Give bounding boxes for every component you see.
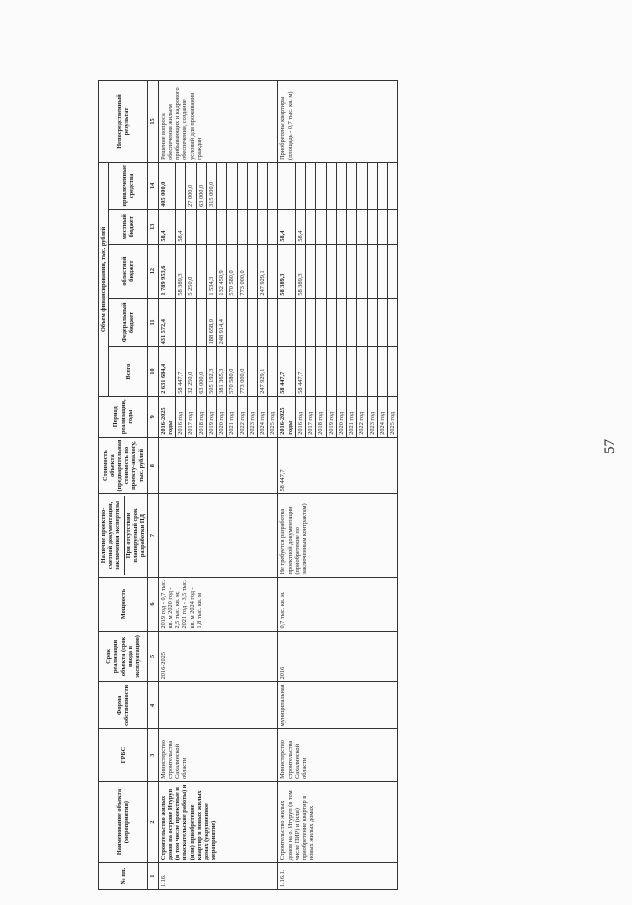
total-cell: 58 447,7 bbox=[295, 347, 305, 396]
period-cell: 2022 год bbox=[357, 396, 367, 437]
grbs-cell: Министерство строительства Сахалинской области bbox=[278, 729, 398, 782]
total-cell bbox=[247, 347, 257, 396]
period-cell: 2016 год bbox=[295, 396, 305, 437]
federal-cell bbox=[186, 298, 196, 347]
docs-cell bbox=[158, 494, 278, 577]
period-cell: 2019 год bbox=[326, 396, 336, 437]
header-local: местный бюджет bbox=[109, 209, 148, 244]
period-cell: 2019 год bbox=[206, 396, 216, 437]
total-cell bbox=[306, 347, 316, 396]
column-number: 7 bbox=[148, 494, 158, 577]
result-cell: Решение вопроса обеспечения жильем прибывающих и кадрового обеспечения, создание условий для проживания граждан bbox=[158, 81, 278, 163]
capacity-cell: 2019 год - 0,7 тыс. кв. м 2020 год - 2,5 тыс. кв. м; 2021 год - 3,5 тыс. кв. м 2024 год - 1,8 тыс. кв. м bbox=[158, 577, 278, 631]
federal-cell bbox=[306, 298, 316, 347]
period-cell: 2020 год bbox=[336, 396, 346, 437]
header-ownership: Форма собственности bbox=[99, 682, 148, 729]
attracted-cell bbox=[367, 162, 377, 209]
total-cell: 58 447,7 bbox=[176, 347, 186, 396]
header-docs-title: Наличие проектно-сметной документации, заключения экспертизы bbox=[100, 501, 122, 571]
column-number: 11 bbox=[148, 298, 158, 347]
federal-cell bbox=[247, 298, 257, 347]
header-docs bbox=[99, 494, 148, 577]
cost-cell bbox=[158, 437, 278, 494]
period-cell: 2022 год bbox=[237, 396, 247, 437]
local-cell bbox=[186, 209, 196, 244]
local-cell bbox=[326, 209, 336, 244]
ownership-cell bbox=[158, 682, 278, 729]
attracted-cell bbox=[227, 162, 237, 209]
attracted-cell bbox=[217, 162, 227, 209]
period-cell: 2018 год bbox=[196, 396, 206, 437]
attracted-cell bbox=[278, 162, 295, 209]
federal-cell bbox=[278, 298, 295, 347]
attracted-cell bbox=[377, 162, 387, 209]
federal-cell bbox=[347, 298, 357, 347]
attracted-cell bbox=[357, 162, 367, 209]
header-attracted: привлеченные средства bbox=[109, 162, 148, 209]
local-cell bbox=[377, 209, 387, 244]
regional-cell bbox=[196, 244, 206, 298]
header-regional: областной бюджет bbox=[109, 244, 148, 298]
federal-cell bbox=[176, 298, 186, 347]
regional-cell bbox=[336, 244, 346, 298]
total-cell bbox=[367, 347, 377, 396]
period-cell: 2024 год bbox=[257, 396, 267, 437]
column-number: 4 bbox=[148, 682, 158, 729]
attracted-cell bbox=[176, 162, 186, 209]
header-federal: Федеральный бюджет bbox=[109, 298, 148, 347]
period-cell: 2016 год bbox=[176, 396, 186, 437]
local-cell: 58,4 bbox=[295, 209, 305, 244]
regional-cell bbox=[268, 244, 278, 298]
ownership-cell: муниципальная bbox=[278, 682, 398, 729]
local-cell bbox=[347, 209, 357, 244]
regional-cell: 58 389,3 bbox=[278, 244, 295, 298]
regional-cell bbox=[357, 244, 367, 298]
attracted-cell bbox=[326, 162, 336, 209]
local-cell bbox=[217, 209, 227, 244]
attracted-cell bbox=[306, 162, 316, 209]
federal-cell bbox=[227, 298, 237, 347]
rotated-table-sheet bbox=[98, 80, 558, 890]
column-number: 1 bbox=[148, 863, 158, 890]
row-number: 1.16.1. bbox=[278, 863, 398, 890]
federal-cell: 431 572,4 bbox=[158, 298, 175, 347]
local-cell bbox=[367, 209, 377, 244]
result-cell: Приобретены квартиры (площадь - 0,7 тыс. кв. м) bbox=[278, 81, 398, 163]
regional-cell: 1 789 953,6 bbox=[158, 244, 175, 298]
federal-cell: 248 914,4 bbox=[217, 298, 227, 347]
federal-cell bbox=[377, 298, 387, 347]
header-term: Срок реализации объекта (срок ввода в эксплуатацию) bbox=[99, 631, 148, 682]
attracted-cell bbox=[268, 162, 278, 209]
attracted-cell bbox=[388, 162, 398, 209]
federal-cell bbox=[367, 298, 377, 347]
column-number: 14 bbox=[148, 162, 158, 209]
period-cell: 2016-2025 годы bbox=[278, 396, 295, 437]
period-cell: 2021 год bbox=[347, 396, 357, 437]
header-no: № пп. bbox=[99, 863, 148, 890]
total-cell: 381 365,3 bbox=[217, 347, 227, 396]
local-cell bbox=[227, 209, 237, 244]
local-cell bbox=[257, 209, 267, 244]
federal-cell bbox=[316, 298, 326, 347]
local-cell bbox=[206, 209, 216, 244]
regional-cell bbox=[388, 244, 398, 298]
attracted-cell bbox=[257, 162, 267, 209]
local-cell bbox=[237, 209, 247, 244]
total-cell: 570 580,0 bbox=[227, 347, 237, 396]
period-cell: 2020 год bbox=[217, 396, 227, 437]
column-number: 2 bbox=[148, 781, 158, 862]
period-cell: 2021 год bbox=[227, 396, 237, 437]
federal-cell: 188 658,0 bbox=[206, 298, 216, 347]
grbs-cell: Министерство строительства Сахалинской области bbox=[158, 729, 278, 782]
local-cell: 58,4 bbox=[158, 209, 175, 244]
header-name: Наименование объекта (мероприятия) bbox=[99, 781, 148, 862]
column-number: 15 bbox=[148, 81, 158, 163]
header-result: Непосредственный результат bbox=[99, 81, 148, 163]
header-period: Период реализации, годы bbox=[99, 396, 148, 437]
total-cell: 505 192,3 bbox=[206, 347, 216, 396]
attracted-cell bbox=[347, 162, 357, 209]
column-number: 6 bbox=[148, 577, 158, 631]
federal-cell bbox=[268, 298, 278, 347]
header-docs-note: При отсутствии планируемый срок разработки ПД bbox=[124, 496, 147, 574]
total-cell: 773 000,0 bbox=[237, 347, 247, 396]
federal-cell bbox=[336, 298, 346, 347]
total-cell: 2 631 684,4 bbox=[158, 347, 175, 396]
period-cell: 2024 год bbox=[377, 396, 387, 437]
total-cell bbox=[326, 347, 336, 396]
table-row bbox=[278, 81, 295, 890]
total-cell: 247 929,1 bbox=[257, 347, 267, 396]
column-number: 5 bbox=[148, 631, 158, 682]
attracted-cell bbox=[247, 162, 257, 209]
local-cell bbox=[357, 209, 367, 244]
total-cell: 32 250,0 bbox=[186, 347, 196, 396]
docs-cell: Не требуется разработка проектной документации (приобретение по заключенным контрактам) bbox=[278, 494, 398, 577]
table-row bbox=[158, 81, 175, 890]
regional-cell: 247 929,1 bbox=[257, 244, 267, 298]
period-cell: 2017 год bbox=[306, 396, 316, 437]
federal-cell bbox=[357, 298, 367, 347]
local-cell bbox=[336, 209, 346, 244]
federal-cell bbox=[326, 298, 336, 347]
header-funding-group: Объем финансирования, тыс. рублей bbox=[99, 162, 109, 396]
total-cell bbox=[336, 347, 346, 396]
column-number: 3 bbox=[148, 729, 158, 782]
regional-cell: 132 450,9 bbox=[217, 244, 227, 298]
regional-cell bbox=[326, 244, 336, 298]
total-cell bbox=[377, 347, 387, 396]
total-cell: 63 000,0 bbox=[196, 347, 206, 396]
header-grbs: ГРБС bbox=[99, 729, 148, 782]
total-cell bbox=[388, 347, 398, 396]
object-name: Строительство жилых домов на о. Итуруп (в том числе ПИР) и (или) приобретение квартир в новых жилых домах bbox=[278, 781, 398, 862]
column-number: 13 bbox=[148, 209, 158, 244]
attracted-cell bbox=[316, 162, 326, 209]
local-cell bbox=[268, 209, 278, 244]
local-cell bbox=[196, 209, 206, 244]
attracted-cell bbox=[336, 162, 346, 209]
local-cell: 58,4 bbox=[176, 209, 186, 244]
local-cell bbox=[388, 209, 398, 244]
local-cell bbox=[306, 209, 316, 244]
period-cell: 2016-2025 годы bbox=[158, 396, 175, 437]
attracted-cell: 27 000,0 bbox=[186, 162, 196, 209]
header-cost: Стоимость объекта (предварительная стоимость по проекту-аналогу, тыс. рублей bbox=[99, 437, 148, 494]
regional-cell bbox=[247, 244, 257, 298]
attracted-cell bbox=[237, 162, 247, 209]
period-cell: 2023 год bbox=[367, 396, 377, 437]
header-total: Всего bbox=[109, 347, 148, 396]
capacity-cell: 0,7 тыс. кв. м. bbox=[278, 577, 398, 631]
header-capacity: Мощность bbox=[99, 577, 148, 631]
page-number: 57 bbox=[602, 439, 618, 454]
column-numbers-row bbox=[148, 81, 158, 890]
regional-cell bbox=[316, 244, 326, 298]
regional-cell bbox=[377, 244, 387, 298]
period-cell: 2025 год bbox=[268, 396, 278, 437]
regional-cell: 1 534,3 bbox=[206, 244, 216, 298]
regional-cell bbox=[347, 244, 357, 298]
attracted-cell: 315 000,0 bbox=[206, 162, 216, 209]
object-name: Строительство жилых домов на острове Итуруп (в том числе проектные и изыскательские работы) и (или) приобретение квартир в новых жилых домах (укрупненное мероприятие) bbox=[158, 781, 278, 862]
attracted-cell: 63 000,0 bbox=[196, 162, 206, 209]
attracted-cell: 405 000,0 bbox=[158, 162, 175, 209]
regional-cell: 58 389,3 bbox=[176, 244, 186, 298]
period-cell: 2018 год bbox=[316, 396, 326, 437]
period-cell: 2017 год bbox=[186, 396, 196, 437]
local-cell: 58,4 bbox=[278, 209, 295, 244]
term-cell: 2016-2025 bbox=[158, 631, 278, 682]
federal-cell bbox=[196, 298, 206, 347]
column-number: 9 bbox=[148, 396, 158, 437]
column-number: 8 bbox=[148, 437, 158, 494]
period-cell: 2023 год bbox=[247, 396, 257, 437]
federal-cell bbox=[237, 298, 247, 347]
period-cell: 2025 год bbox=[388, 396, 398, 437]
federal-cell bbox=[257, 298, 267, 347]
total-cell bbox=[347, 347, 357, 396]
column-number: 10 bbox=[148, 347, 158, 396]
attracted-cell bbox=[295, 162, 305, 209]
regional-cell: 5 250,0 bbox=[186, 244, 196, 298]
regional-cell: 58 389,3 bbox=[295, 244, 305, 298]
total-cell bbox=[268, 347, 278, 396]
local-cell bbox=[316, 209, 326, 244]
total-cell bbox=[316, 347, 326, 396]
regional-cell bbox=[367, 244, 377, 298]
financing-table bbox=[98, 80, 398, 890]
total-cell bbox=[357, 347, 367, 396]
federal-cell bbox=[388, 298, 398, 347]
row-number: 1.16. bbox=[158, 863, 278, 890]
term-cell: 2016 bbox=[278, 631, 398, 682]
federal-cell bbox=[295, 298, 305, 347]
regional-cell bbox=[306, 244, 316, 298]
regional-cell: 570 580,0 bbox=[227, 244, 237, 298]
regional-cell: 773 000,0 bbox=[237, 244, 247, 298]
cost-cell: 58 447,7 bbox=[278, 437, 398, 494]
total-cell: 58 447,7 bbox=[278, 347, 295, 396]
column-number: 12 bbox=[148, 244, 158, 298]
local-cell bbox=[247, 209, 257, 244]
